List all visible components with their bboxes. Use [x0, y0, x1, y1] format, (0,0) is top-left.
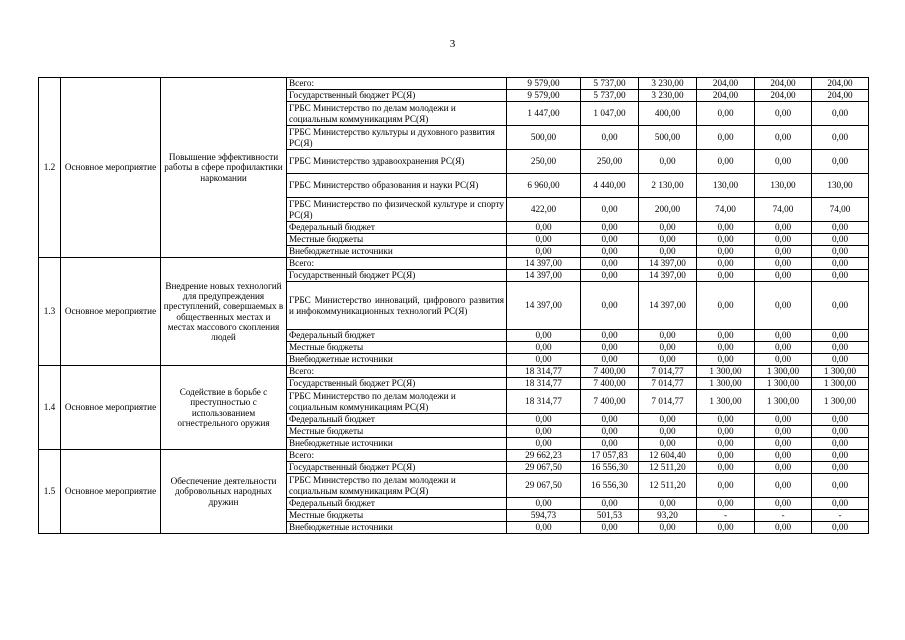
amount-cell: 7 014,77	[639, 390, 697, 414]
amount-cell: 0,00	[697, 282, 755, 330]
amount-cell: 0,00	[507, 498, 581, 510]
amount-cell: 0,00	[697, 258, 755, 270]
amount-cell: 0,00	[581, 270, 639, 282]
amount-cell: -	[755, 510, 812, 522]
amount-cell: 93,20	[639, 510, 697, 522]
amount-cell: 1 300,00	[697, 390, 755, 414]
amount-cell: 422,00	[507, 198, 581, 222]
amount-cell: 0,00	[507, 234, 581, 246]
amount-cell: 0,00	[581, 498, 639, 510]
funding-source: Внебюджетные источники	[287, 438, 507, 450]
amount-cell: 0,00	[812, 246, 869, 258]
amount-cell: 0,00	[697, 414, 755, 426]
amount-cell: 0,00	[697, 426, 755, 438]
amount-cell: 7 400,00	[581, 390, 639, 414]
amount-cell: 500,00	[639, 126, 697, 150]
amount-cell: 0,00	[755, 258, 812, 270]
amount-cell: 0,00	[755, 462, 812, 474]
funding-source: Государственный бюджет РС(Я)	[287, 462, 507, 474]
amount-cell: 0,00	[507, 342, 581, 354]
amount-cell: 0,00	[812, 222, 869, 234]
amount-cell: 0,00	[581, 438, 639, 450]
funding-source: Всего:	[287, 366, 507, 378]
amount-cell: 0,00	[697, 150, 755, 174]
amount-cell: 0,00	[812, 342, 869, 354]
amount-cell: 400,00	[639, 102, 697, 126]
amount-cell: 9 579,00	[507, 90, 581, 102]
amount-cell: 0,00	[581, 282, 639, 330]
amount-cell: 0,00	[697, 438, 755, 450]
amount-cell: 0,00	[639, 498, 697, 510]
amount-cell: 0,00	[755, 438, 812, 450]
amount-cell: 0,00	[812, 438, 869, 450]
amount-cell: 0,00	[812, 258, 869, 270]
funding-source: Государственный бюджет РС(Я)	[287, 270, 507, 282]
amount-cell: 250,00	[507, 150, 581, 174]
amount-cell: 0,00	[639, 246, 697, 258]
amount-cell: 0,00	[639, 414, 697, 426]
amount-cell: 0,00	[507, 522, 581, 534]
amount-cell: 14 397,00	[507, 270, 581, 282]
amount-cell: 18 314,77	[507, 378, 581, 390]
table-row	[39, 78, 869, 90]
amount-cell: 7 014,77	[639, 366, 697, 378]
section-kind: Основное мероприятие	[61, 78, 161, 258]
amount-cell: 0,00	[755, 246, 812, 258]
amount-cell: 0,00	[697, 498, 755, 510]
amount-cell: 130,00	[755, 174, 812, 198]
funding-source: ГРБС Министерство по физической культуре и спорту РС(Я)	[287, 198, 507, 222]
amount-cell: 0,00	[812, 150, 869, 174]
amount-cell: 0,00	[697, 102, 755, 126]
amount-cell: 14 397,00	[507, 258, 581, 270]
amount-cell: 0,00	[581, 126, 639, 150]
amount-cell: 0,00	[812, 270, 869, 282]
amount-cell: 1 300,00	[697, 378, 755, 390]
amount-cell: 7 400,00	[581, 378, 639, 390]
table-row	[39, 450, 869, 462]
section-name: Обеспечение деятельности добровольных народных дружин	[161, 450, 287, 534]
table-row	[39, 258, 869, 270]
amount-cell: 74,00	[697, 198, 755, 222]
amount-cell: 0,00	[639, 342, 697, 354]
amount-cell: 0,00	[581, 522, 639, 534]
table-row	[39, 366, 869, 378]
amount-cell: 29 067,50	[507, 462, 581, 474]
amount-cell: 6 960,00	[507, 174, 581, 198]
section-kind: Основное мероприятие	[61, 366, 161, 450]
amount-cell: 0,00	[581, 426, 639, 438]
amount-cell: 0,00	[507, 354, 581, 366]
amount-cell: 594,73	[507, 510, 581, 522]
page-number: 3	[449, 38, 456, 50]
amount-cell: 0,00	[697, 246, 755, 258]
amount-cell: 204,00	[755, 78, 812, 90]
funding-source: Внебюджетные источники	[287, 246, 507, 258]
section-kind: Основное мероприятие	[61, 450, 161, 534]
section-number: 1.4	[39, 366, 61, 450]
amount-cell: 0,00	[639, 222, 697, 234]
section-number: 1.3	[39, 258, 61, 366]
amount-cell: 1 300,00	[755, 390, 812, 414]
funding-source: Федеральный бюджет	[287, 498, 507, 510]
amount-cell: 0,00	[581, 198, 639, 222]
amount-cell: 0,00	[697, 222, 755, 234]
funding-source: Государственный бюджет РС(Я)	[287, 378, 507, 390]
amount-cell: 0,00	[755, 342, 812, 354]
funding-source: Местные бюджеты	[287, 342, 507, 354]
amount-cell: 0,00	[755, 282, 812, 330]
amount-cell: 200,00	[639, 198, 697, 222]
amount-cell: 0,00	[812, 282, 869, 330]
amount-cell: 0,00	[755, 126, 812, 150]
amount-cell: 204,00	[812, 78, 869, 90]
amount-cell: 0,00	[755, 498, 812, 510]
funding-table-body	[39, 78, 869, 534]
amount-cell: 1 300,00	[697, 366, 755, 378]
amount-cell: 0,00	[507, 426, 581, 438]
amount-cell: 3 230,00	[639, 78, 697, 90]
amount-cell: 0,00	[639, 438, 697, 450]
amount-cell: 18 314,77	[507, 366, 581, 378]
amount-cell: 0,00	[697, 522, 755, 534]
amount-cell: 74,00	[812, 198, 869, 222]
funding-source: ГРБС Министерство здравоохранения РС(Я)	[287, 150, 507, 174]
amount-cell: 14 397,00	[639, 282, 697, 330]
amount-cell: 4 440,00	[581, 174, 639, 198]
amount-cell: 0,00	[755, 234, 812, 246]
amount-cell: 0,00	[581, 258, 639, 270]
amount-cell: 500,00	[507, 126, 581, 150]
amount-cell: 0,00	[812, 234, 869, 246]
funding-source: ГРБС Министерство по делам молодежи и социальным коммуникациям РС(Я)	[287, 102, 507, 126]
amount-cell: 0,00	[697, 462, 755, 474]
amount-cell: 0,00	[755, 450, 812, 462]
amount-cell: 17 057,83	[581, 450, 639, 462]
amount-cell: 12 511,20	[639, 474, 697, 498]
section-number: 1.5	[39, 450, 61, 534]
amount-cell: 0,00	[812, 126, 869, 150]
funding-source: Внебюджетные источники	[287, 354, 507, 366]
amount-cell: 0,00	[507, 246, 581, 258]
amount-cell: 0,00	[507, 222, 581, 234]
funding-source: Местные бюджеты	[287, 234, 507, 246]
amount-cell: 0,00	[812, 474, 869, 498]
amount-cell: 0,00	[581, 330, 639, 342]
amount-cell: 0,00	[812, 462, 869, 474]
amount-cell: 0,00	[812, 354, 869, 366]
funding-source: Федеральный бюджет	[287, 414, 507, 426]
amount-cell: 3 230,00	[639, 90, 697, 102]
section-name: Внедрение новых технологий для предупреждения преступлений, совершаемых в общественных местах и местах массового скопления людей	[161, 258, 287, 366]
amount-cell: 0,00	[755, 330, 812, 342]
amount-cell: 204,00	[697, 90, 755, 102]
amount-cell: 16 556,30	[581, 474, 639, 498]
amount-cell: 12 604,40	[639, 450, 697, 462]
amount-cell: 0,00	[755, 474, 812, 498]
amount-cell: 0,00	[812, 450, 869, 462]
amount-cell: 0,00	[755, 270, 812, 282]
amount-cell: 130,00	[812, 174, 869, 198]
amount-cell: 130,00	[697, 174, 755, 198]
amount-cell: 0,00	[507, 330, 581, 342]
funding-source: Местные бюджеты	[287, 510, 507, 522]
amount-cell: 0,00	[697, 354, 755, 366]
amount-cell: -	[697, 510, 755, 522]
amount-cell: 0,00	[639, 354, 697, 366]
amount-cell: 0,00	[639, 330, 697, 342]
amount-cell: 0,00	[812, 498, 869, 510]
section-name: Повышение эффективности работы в сфере профилактики наркомании	[161, 78, 287, 258]
amount-cell: 250,00	[581, 150, 639, 174]
amount-cell: 0,00	[639, 234, 697, 246]
amount-cell: 0,00	[697, 450, 755, 462]
amount-cell: 0,00	[812, 522, 869, 534]
amount-cell: 1 300,00	[812, 390, 869, 414]
amount-cell: 1 447,00	[507, 102, 581, 126]
amount-cell: 2 130,00	[639, 174, 697, 198]
funding-source: Местные бюджеты	[287, 426, 507, 438]
amount-cell: 0,00	[755, 102, 812, 126]
amount-cell: 0,00	[755, 150, 812, 174]
amount-cell: 0,00	[755, 222, 812, 234]
section-kind: Основное мероприятие	[61, 258, 161, 366]
amount-cell: 74,00	[755, 198, 812, 222]
amount-cell: 0,00	[755, 354, 812, 366]
amount-cell: 0,00	[812, 330, 869, 342]
amount-cell: 14 397,00	[507, 282, 581, 330]
amount-cell: 1 300,00	[755, 378, 812, 390]
amount-cell: 0,00	[812, 102, 869, 126]
amount-cell: 5 737,00	[581, 90, 639, 102]
amount-cell: 0,00	[697, 342, 755, 354]
amount-cell: 0,00	[639, 426, 697, 438]
amount-cell: 0,00	[697, 330, 755, 342]
amount-cell: 204,00	[697, 78, 755, 90]
amount-cell: 5 737,00	[581, 78, 639, 90]
amount-cell: 0,00	[755, 414, 812, 426]
funding-source: Внебюджетные источники	[287, 522, 507, 534]
amount-cell: 1 300,00	[812, 366, 869, 378]
amount-cell: 0,00	[697, 474, 755, 498]
section-name: Содействие в борьбе с преступностью с использованием огнестрельного оружия	[161, 366, 287, 450]
amount-cell: 1 300,00	[812, 378, 869, 390]
section-number: 1.2	[39, 78, 61, 258]
amount-cell: 0,00	[507, 438, 581, 450]
funding-source: Всего:	[287, 258, 507, 270]
amount-cell: 7 400,00	[581, 366, 639, 378]
amount-cell: 1 047,00	[581, 102, 639, 126]
amount-cell: 16 556,30	[581, 462, 639, 474]
amount-cell: 0,00	[507, 414, 581, 426]
amount-cell: 0,00	[581, 234, 639, 246]
amount-cell: 0,00	[697, 270, 755, 282]
amount-cell: 0,00	[697, 234, 755, 246]
amount-cell: 0,00	[581, 414, 639, 426]
amount-cell: 29 662,23	[507, 450, 581, 462]
funding-source: Федеральный бюджет	[287, 222, 507, 234]
amount-cell: 0,00	[755, 426, 812, 438]
funding-source: ГРБС Министерство инноваций, цифрового развития и инфокоммуникационных технологий РС(Я)	[287, 282, 507, 330]
amount-cell: 0,00	[812, 414, 869, 426]
amount-cell: 0,00	[697, 126, 755, 150]
funding-source: Государственный бюджет РС(Я)	[287, 90, 507, 102]
amount-cell: 12 511,20	[639, 462, 697, 474]
funding-source: ГРБС Министерство культуры и духовного развития РС(Я)	[287, 126, 507, 150]
amount-cell: 0,00	[581, 342, 639, 354]
amount-cell: 0,00	[639, 150, 697, 174]
amount-cell: 0,00	[639, 522, 697, 534]
amount-cell: 9 579,00	[507, 78, 581, 90]
amount-cell: 204,00	[755, 90, 812, 102]
amount-cell: 0,00	[581, 222, 639, 234]
amount-cell: -	[812, 510, 869, 522]
funding-source: Федеральный бюджет	[287, 330, 507, 342]
funding-source: ГРБС Министерство по делам молодежи и социальным коммуникациям РС(Я)	[287, 390, 507, 414]
amount-cell: 0,00	[581, 246, 639, 258]
amount-cell: 7 014,77	[639, 378, 697, 390]
amount-cell: 204,00	[812, 90, 869, 102]
amount-cell: 18 314,77	[507, 390, 581, 414]
funding-source: Всего:	[287, 450, 507, 462]
amount-cell: 1 300,00	[755, 366, 812, 378]
funding-source: ГРБС Министерство по делам молодежи и социальным коммуникациям РС(Я)	[287, 474, 507, 498]
funding-source: Всего:	[287, 78, 507, 90]
amount-cell: 0,00	[812, 426, 869, 438]
funding-table	[38, 77, 869, 534]
amount-cell: 14 397,00	[639, 258, 697, 270]
amount-cell: 14 397,00	[639, 270, 697, 282]
amount-cell: 0,00	[755, 522, 812, 534]
amount-cell: 501,53	[581, 510, 639, 522]
funding-source: ГРБС Министерство образования и науки РС(Я)	[287, 174, 507, 198]
amount-cell: 0,00	[581, 354, 639, 366]
amount-cell: 29 067,50	[507, 474, 581, 498]
